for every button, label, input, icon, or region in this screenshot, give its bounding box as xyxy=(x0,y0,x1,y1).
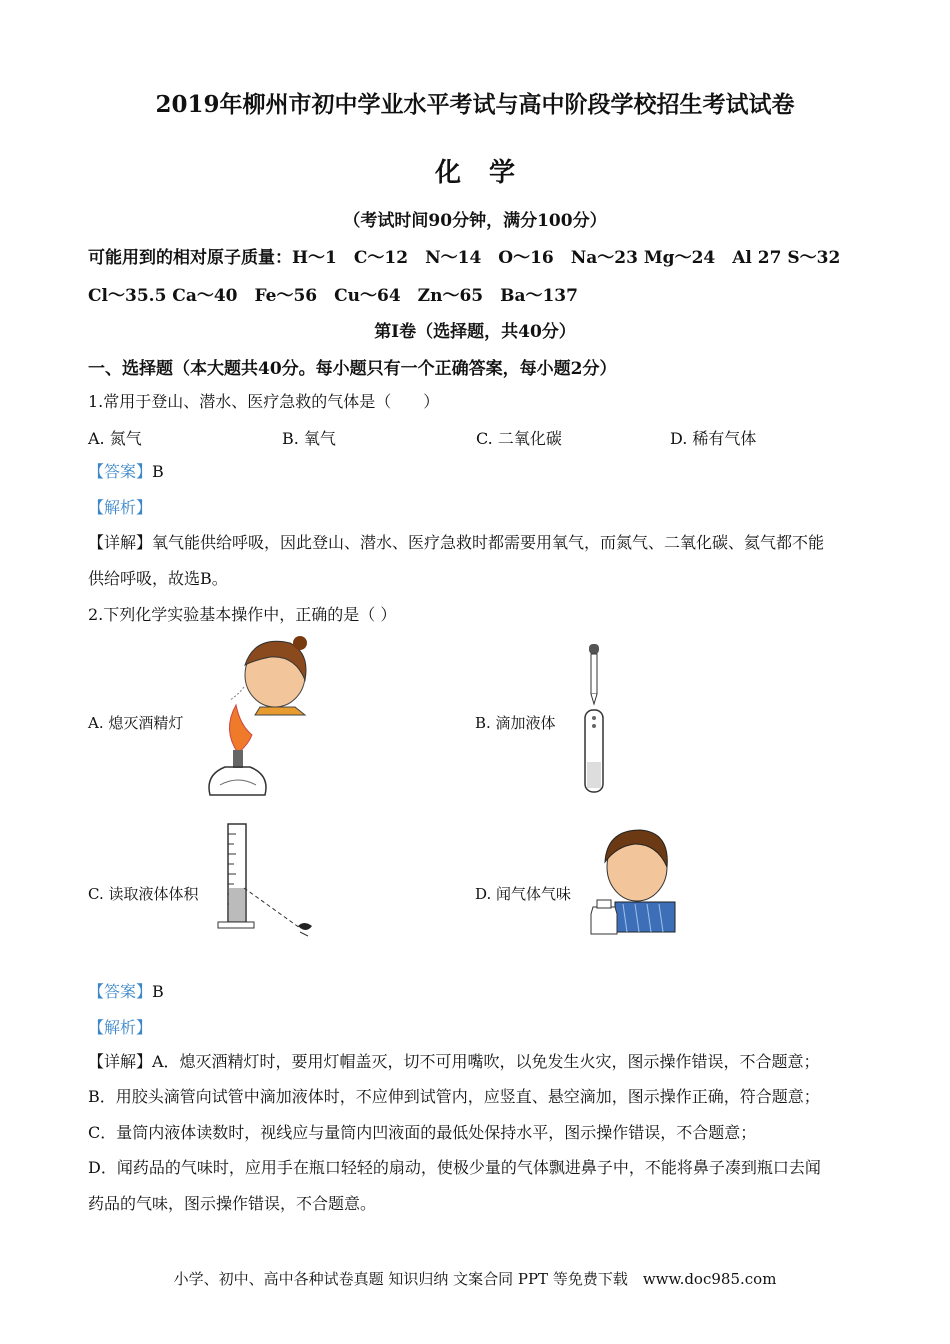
dropper-and-test-tube-figure xyxy=(575,642,615,797)
question-2-answer xyxy=(88,979,164,1002)
question-2-analysis-tag: 【解析】 xyxy=(88,1018,153,1037)
question-1-answer xyxy=(88,459,164,482)
question-1-detail-line-2: 供给呼吸，故选B。 xyxy=(88,569,228,588)
question-1-option-b: B. 氧气 xyxy=(282,429,336,448)
volume-title: 第Ⅰ卷（选择题，共40分） xyxy=(374,322,576,342)
question-2-detail-line-5: 药品的气味，图示操作错误，不合题意。 xyxy=(88,1194,377,1213)
question-2-detail-line-2: B．用胶头滴管向试管中滴加液体时，不应伸到试管内，应竖直、悬空滴加，图示操作正确，符合题意； xyxy=(88,1087,820,1106)
page-footer: 小学、初中、高中各种试卷真题 知识归纳 文案合同 PPT 等免费下载 www.doc985.com xyxy=(173,1270,777,1288)
exam-info: （考试时间90分钟，满分100分） xyxy=(343,211,607,231)
atomic-masses-line-2: Cl～35.5 Ca～40 Fe～56 Cu～64 Zn～65 Ba～137 xyxy=(88,286,578,306)
question-2-option-a: A. 熄灭酒精灯 xyxy=(88,714,184,732)
question-2-option-d: D. 闻气体气味 xyxy=(475,885,572,903)
part-title: 一、选择题（本大题共40分。每小题只有一个正确答案，每小题2分） xyxy=(88,359,617,379)
answer-value: B xyxy=(152,982,164,1001)
atomic-masses-line-1: 可能用到的相对原子质量：H～1 C～12 N～14 O～16 Na～23 Mg～24 Al 27 S～32 xyxy=(88,248,841,268)
blowing-out-alcohol-lamp-figure xyxy=(200,635,315,800)
question-1-analysis-tag: 【解析】 xyxy=(88,498,153,517)
question-1-detail-line-1: 【详解】氧气能供给呼吸，因此登山、潜水、医疗急救时都需要用氧气，而氮气、二氧化碳、氦气都不能 xyxy=(88,533,825,552)
measuring-cylinder-reading-figure xyxy=(212,822,332,942)
subject-title: 化学 xyxy=(434,158,543,188)
question-2-detail-line-4: D．闻药品的气味时，应用手在瓶口轻轻的扇动，使极少量的气体飘进鼻子中，不能将鼻子凑到瓶口去闻 xyxy=(88,1158,821,1177)
exam-title: 2019年柳州市初中学业水平考试与高中阶段学校招生考试试卷 xyxy=(155,91,795,118)
question-2-option-b: B. 滴加液体 xyxy=(475,714,556,732)
smelling-gas-figure xyxy=(585,822,685,937)
answer-value: B xyxy=(152,462,164,481)
question-1-option-d: D. 稀有气体 xyxy=(670,429,757,448)
question-1-option-a: A. 氮气 xyxy=(88,429,142,448)
answer-tag: 【答案】 xyxy=(88,462,153,481)
question-2-detail-line-3: C．量筒内液体读数时，视线应与量筒内凹液面的最低处保持水平，图示操作错误，不合题意； xyxy=(88,1123,757,1142)
question-1-stem: 1.常用于登山、潜水、医疗急救的气体是（ ） xyxy=(88,392,440,411)
question-2-detail-line-1: 【详解】A．熄灭酒精灯时，要用灯帽盖灭，切不可用嘴吹，以免发生火灾，图示操作错误，不合题意； xyxy=(88,1052,820,1071)
question-2-option-c: C. 读取液体体积 xyxy=(88,885,199,903)
question-2-stem: 2.下列化学实验基本操作中，正确的是（ ） xyxy=(88,605,397,624)
answer-tag: 【答案】 xyxy=(88,982,153,1001)
question-1-option-c: C. 二氧化碳 xyxy=(476,429,562,448)
